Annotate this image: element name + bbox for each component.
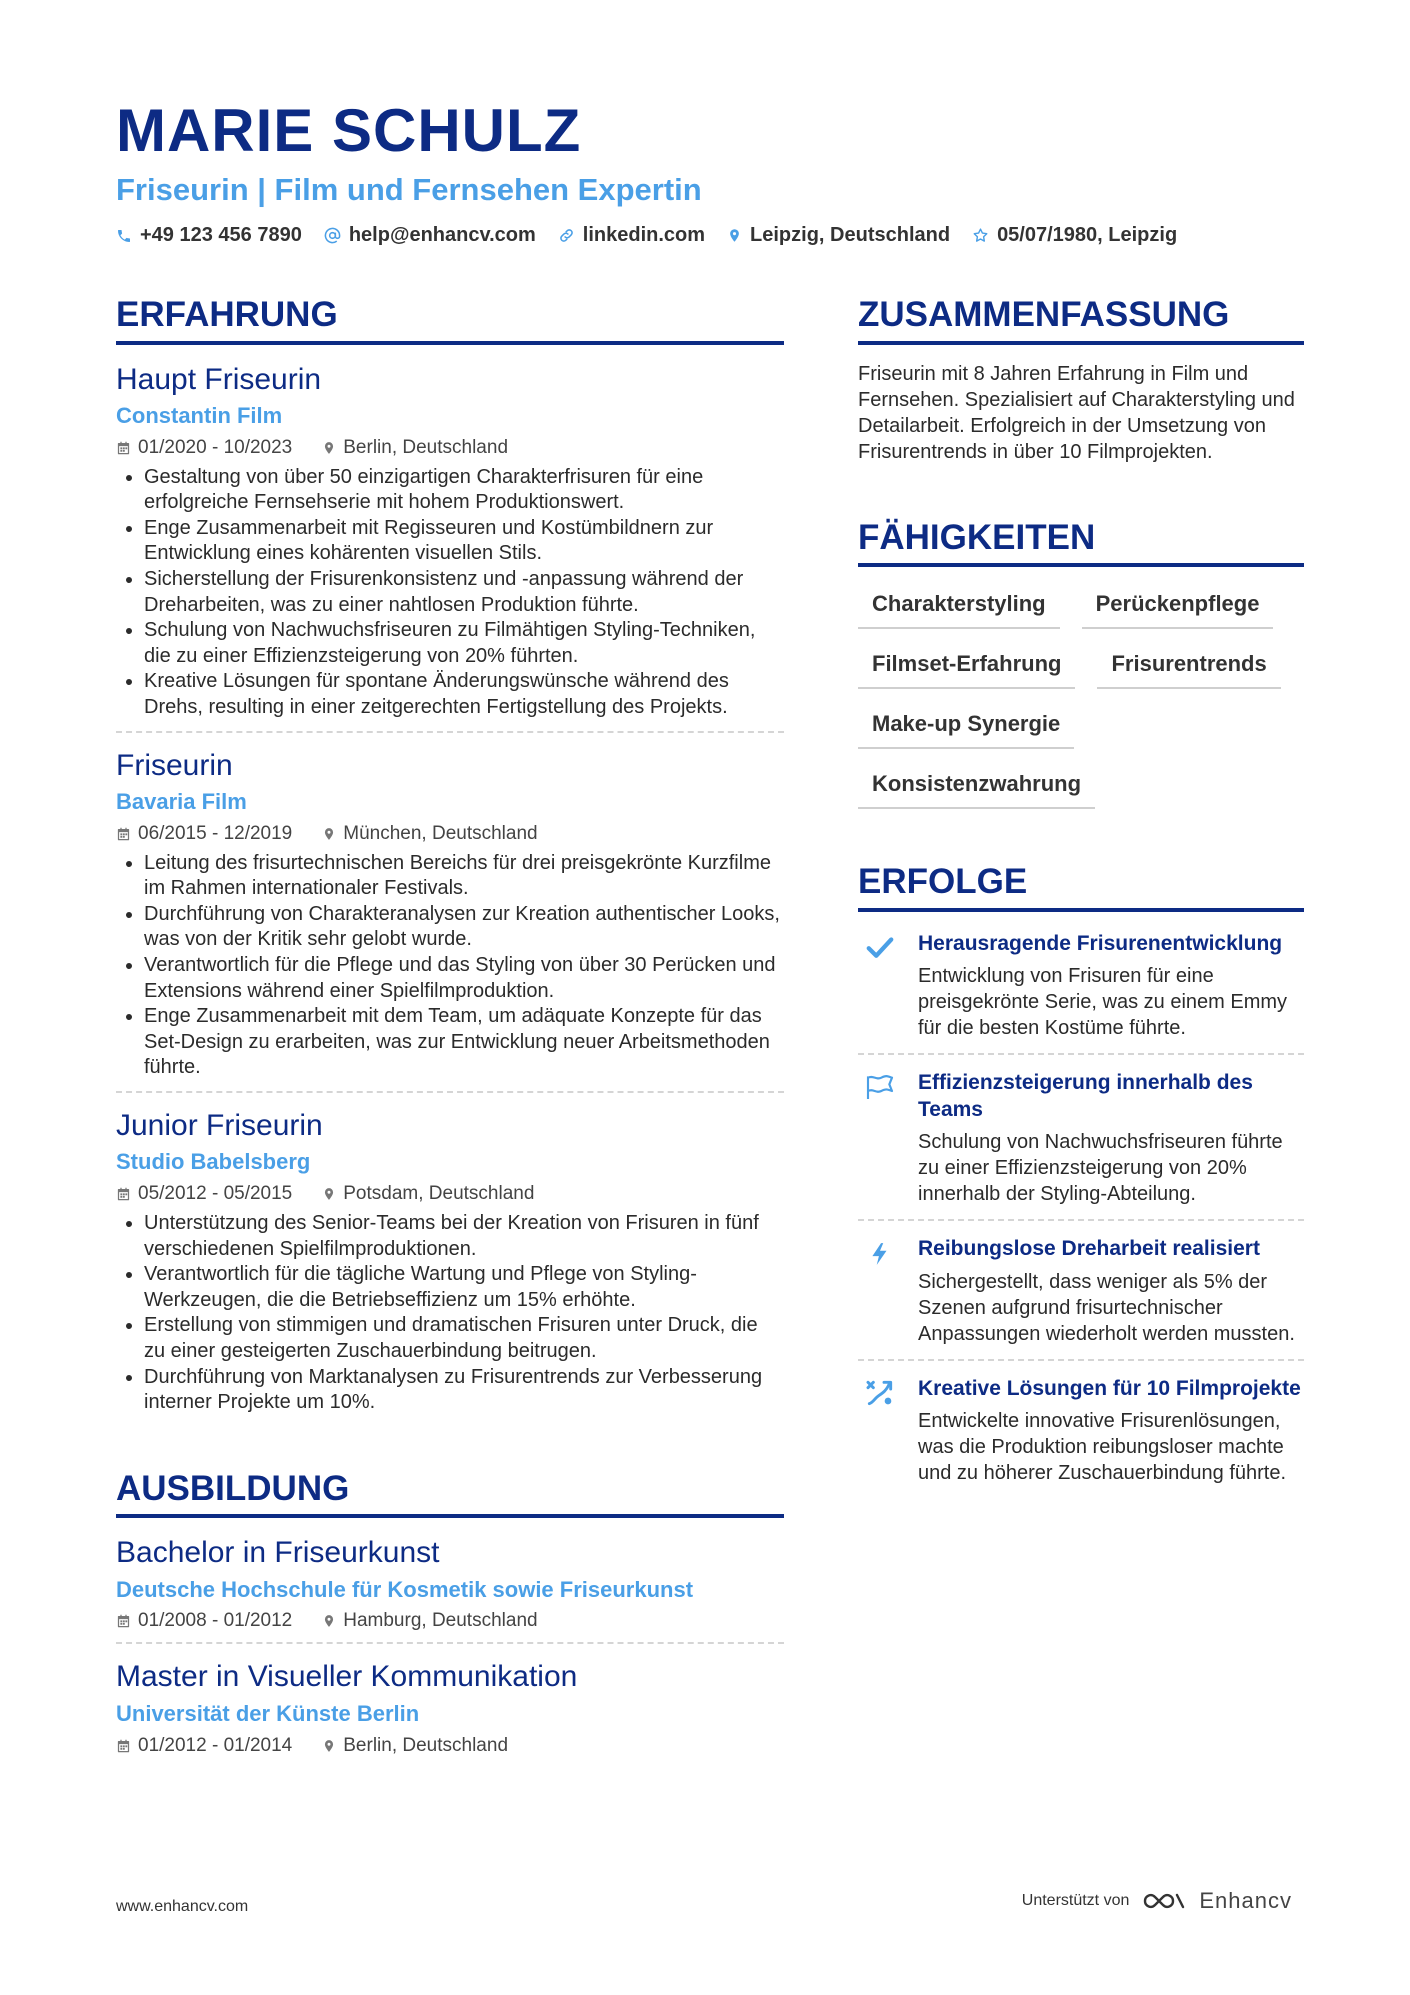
school-name: Deutsche Hochschule für Kosmetik sowie Friseurkunst	[116, 1576, 694, 1602]
dates-text: 01/2008 - 01/2012	[138, 1610, 293, 1632]
education-meta	[116, 1610, 784, 1632]
bullet-item: • Gestaltung von über 50 einzigartigen Charakterfrisuren für eine erfolgreiche Fernsehserie mit hohem Produktionswert.	[144, 465, 784, 516]
experience-entry	[116, 361, 784, 733]
location-pin-icon	[727, 227, 742, 244]
education-location	[322, 1610, 537, 1632]
phone-text: +49 123 456 7890	[140, 224, 302, 247]
summary-heading: ZUSAMMENFASSUNG	[858, 296, 1304, 345]
education-heading: AUSBILDUNG	[116, 1470, 784, 1519]
job-meta	[116, 823, 784, 845]
job-company: Constantin Film	[116, 403, 283, 428]
location-pin-icon	[322, 1613, 336, 1629]
bullet-item: • Leitung des frisurtechnischen Bereichs für drei preisgekrönte Kurzfilme im Rahmen internationaler Festivals.	[144, 851, 784, 902]
achievement-item	[858, 1055, 1304, 1222]
bullet-item: • Enge Zusammenarbeit mit dem Team, um adäquate Konzepte für das Set-Design zu erarbeiten, was zur Entwicklung neuer Arbeitsmethoden führte.	[144, 1004, 784, 1081]
dates-text: 06/2015 - 12/2019	[138, 822, 293, 844]
location-text: Berlin, Deutschland	[343, 436, 509, 458]
location-text: Potsdam, Deutschland	[343, 1183, 535, 1205]
location-pin-icon	[322, 1738, 336, 1754]
contact-linkedin[interactable]	[558, 224, 705, 247]
experience-entry	[116, 1107, 784, 1426]
achievements-heading: ERFOLGE	[858, 863, 1304, 912]
job-role: Friseurin	[116, 748, 233, 782]
bullet-item: • Durchführung von Marktanalysen zu Frisurentrends zur Verbesserung interner Projekte um 10%.	[144, 1365, 784, 1416]
brand-name: Enhancv	[1199, 1888, 1292, 1913]
bullet-item: • Unterstützung des Senior-Teams bei der Kreation von Frisuren in fünf verschiedenen Spielfilmproduktionen.	[144, 1211, 784, 1262]
job-dates	[116, 437, 292, 459]
education-entry	[116, 1534, 784, 1644]
dates-text: 01/2012 - 01/2014	[138, 1734, 293, 1756]
skill-tag: Frisurentrends	[1097, 643, 1280, 689]
job-company: Studio Babelsberg	[116, 1149, 311, 1175]
skills-list	[858, 583, 1304, 809]
linkedin-text[interactable]: linkedin.com	[582, 224, 706, 247]
location-text: Berlin, Deutschland	[343, 1734, 509, 1756]
birth-text: 05/07/1980, Leipzig	[997, 224, 1178, 247]
location-pin-icon	[322, 826, 336, 842]
education-meta	[116, 1735, 784, 1757]
location-text: München, Deutschland	[343, 822, 538, 844]
skill-tag: Charakterstyling	[858, 583, 1060, 629]
job-meta	[116, 1183, 784, 1205]
location-text: Leipzig, Deutschland	[750, 224, 951, 247]
education-entry	[116, 1658, 784, 1766]
phone-icon	[116, 228, 132, 244]
footer-website[interactable]: www.enhancv.com	[116, 1898, 249, 1915]
job-dates	[116, 823, 292, 845]
email-text[interactable]: help@enhancv.com	[348, 224, 536, 247]
experience-heading: ERFAHRUNG	[116, 296, 784, 345]
job-role: Haupt Friseurin	[116, 362, 322, 396]
location-pin-icon	[322, 440, 336, 456]
calendar-icon	[116, 1738, 131, 1754]
bullet-item: • Schulung von Nachwuchsfriseuren zu Filmähtigen Styling-Techniken, die zu einer Effizienzsteigerung von 20% führten.	[144, 618, 784, 669]
bullet-item: • Erstellung von stimmigen und dramatischen Frisuren unter Druck, die zu einer gesteigerten Zuschauerbindung beitrugen.	[144, 1313, 784, 1364]
at-icon	[324, 227, 341, 244]
checkmark-icon	[858, 930, 902, 1041]
education-dates	[116, 1735, 292, 1757]
footer-branding	[1022, 1888, 1292, 1914]
achievement-item	[858, 916, 1304, 1055]
experience-entry	[116, 747, 784, 1093]
lightning-icon	[858, 1235, 902, 1346]
bullet-item: • Verantwortlich für die Pflege und das Styling von über 30 Perücken und Extensions während einer Spielfilmproduktion.	[144, 953, 784, 1004]
job-location	[322, 437, 508, 459]
achievement-desc: Schulung von Nachwuchsfriseuren führte zu einer Effizienzsteigerung von 20% innerhalb der Styling-Abteilung.	[918, 1131, 1283, 1206]
bullet-item: • Enge Zusammenarbeit mit Regisseuren und Kostümbildnern zur Entwicklung eines kohärenten visuellen Stils.	[144, 516, 784, 567]
skill-tag: Konsistenzwahrung	[858, 763, 1095, 809]
bullet-item: • Verantwortlich für die tägliche Wartung und Pflege von Styling-Werkzeugen, die die Betriebseffizienz um 15% erhöhte.	[144, 1262, 784, 1313]
achievement-title: Kreative Lösungen für 10 Filmprojekte	[918, 1376, 1301, 1400]
calendar-icon	[116, 440, 131, 456]
bullet-item: • Sicherstellung der Frisurenkonsistenz und -anpassung während der Dreharbeiten, was zu einer nahtlosen Produktion führte.	[144, 567, 784, 618]
achievement-desc: Sichergestellt, dass weniger als 5% der Szenen aufgrund frisurtechnischer Anpassungen wiederholt werden mussten.	[918, 1270, 1295, 1345]
contact-location	[727, 224, 950, 247]
location-text: Hamburg, Deutschland	[343, 1610, 538, 1632]
achievement-title: Herausragende Frisurenentwicklung	[918, 931, 1283, 955]
job-dates	[116, 1183, 292, 1205]
contact-bar	[116, 224, 1306, 247]
achievement-item	[858, 1361, 1304, 1498]
calendar-icon	[116, 1613, 131, 1629]
job-bullets	[116, 465, 784, 721]
calendar-icon	[116, 1186, 131, 1202]
enhancv-logo-icon	[1141, 1889, 1187, 1913]
contact-phone	[116, 224, 302, 247]
education-dates	[116, 1610, 292, 1632]
skill-tag: Filmset-Erfahrung	[858, 643, 1075, 689]
location-pin-icon	[322, 1186, 336, 1202]
powered-by-text: Unterstützt von	[1021, 1892, 1130, 1909]
candidate-title: Friseurin | Film und Fernsehen Expertin	[116, 172, 702, 207]
dates-text: 05/2012 - 05/2015	[138, 1183, 293, 1205]
job-bullets	[116, 1211, 784, 1416]
candidate-name: MARIE SCHULZ	[116, 97, 582, 164]
flag-icon	[858, 1069, 902, 1208]
job-role: Junior Friseurin	[116, 1108, 323, 1142]
achievement-title: Effizienzsteigerung innerhalb des Teams	[918, 1070, 1253, 1122]
bullet-item: • Kreative Lösungen für spontane Änderungswünsche während des Drehs, resulting in einer zeitgerechten Fertigstellung des Projekts.	[144, 669, 784, 720]
achievement-title: Reibungslose Dreharbeit realisiert	[918, 1237, 1260, 1261]
job-bullets	[116, 851, 784, 1081]
job-meta	[116, 437, 784, 459]
achievement-item	[858, 1221, 1304, 1360]
job-company: Bavaria Film	[116, 789, 247, 815]
job-location	[322, 1183, 534, 1205]
degree-title: Bachelor in Friseurkunst	[116, 1536, 440, 1570]
education-location	[322, 1735, 508, 1757]
achievement-desc: Entwickelte innovative Frisurenlösungen, was die Produktion reibungsloser machte und zu höherer Zuschauerbindung führte.	[918, 1409, 1287, 1484]
link-icon	[558, 227, 575, 244]
calendar-icon	[116, 826, 131, 842]
skills-heading: FÄHIGKEITEN	[858, 519, 1304, 568]
star-icon	[972, 227, 989, 244]
bullet-item: • Durchführung von Charakteranalysen zur Kreation authentischer Looks, was von der Kritik sehr gelobt wurde.	[144, 902, 784, 953]
right-column	[858, 296, 1304, 1498]
achievement-desc: Entwicklung von Frisuren für eine preisgekrönte Serie, was zu einem Emmy für die besten Kostüme führte.	[918, 964, 1288, 1039]
skill-tag: Make-up Synergie	[858, 703, 1074, 749]
summary-text: Friseurin mit 8 Jahren Erfahrung in Film und Fernsehen. Spezialisiert auf Charakterstyling und Detailarbeit. Erfolgreich in der Umsetzung von Frisurentrends in über 10 Filmprojekten.	[858, 362, 1295, 463]
resume-header	[116, 96, 1306, 247]
school-name: Universität der Künste Berlin	[116, 1700, 420, 1726]
degree-title: Master in Visueller Kommunikation	[116, 1660, 578, 1694]
contact-email[interactable]	[324, 224, 536, 247]
left-column	[116, 296, 784, 1781]
job-location	[322, 823, 537, 845]
contact-birth	[972, 224, 1177, 247]
dates-text: 01/2020 - 10/2023	[138, 436, 293, 458]
skill-tag: Perückenpflege	[1082, 583, 1274, 629]
strategy-icon	[858, 1375, 902, 1486]
